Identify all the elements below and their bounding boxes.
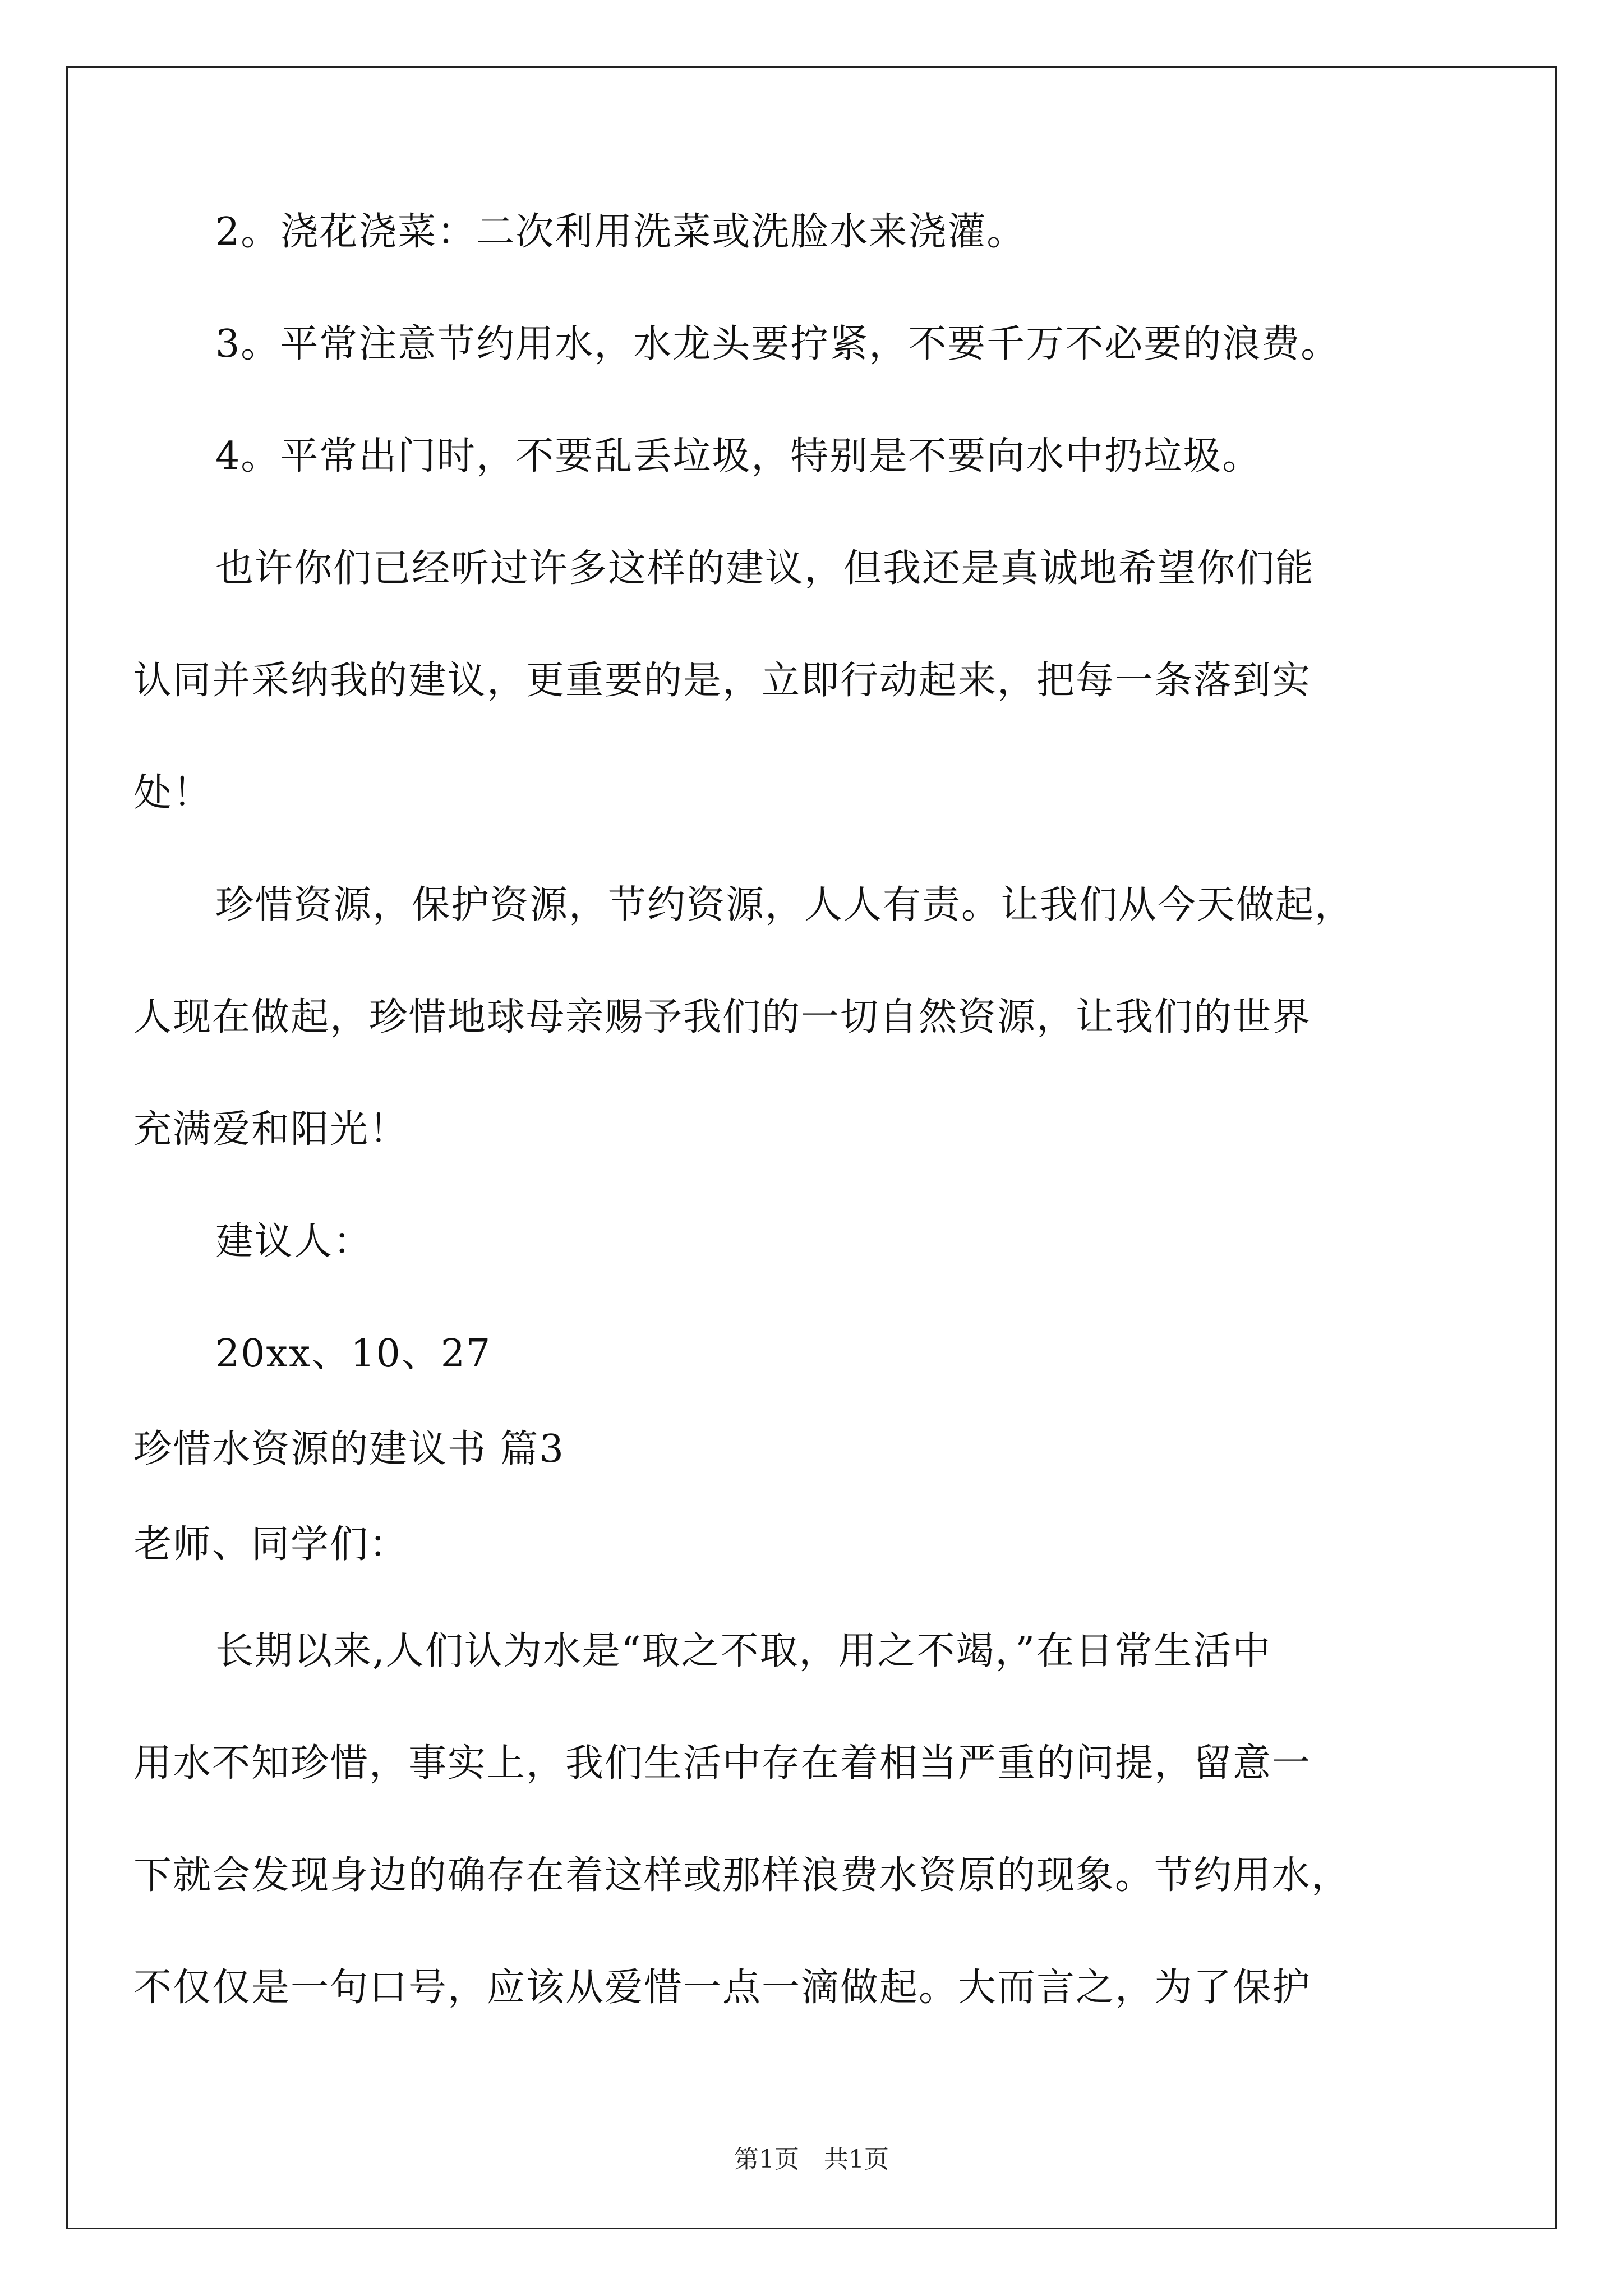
paragraph-line: 珍惜资源，保护资源，节约资源，人人有责。让我们从今天做起， — [215, 883, 1354, 927]
paragraph-line: 人现在做起，珍惜地球母亲赐予我们的一切自然资源，让我们的世界 — [133, 995, 1312, 1039]
signature-label: 建议人： — [215, 1220, 373, 1264]
page-number: 第1页 共1页 — [734, 2145, 889, 2174]
paragraph-line: 2。浇花浇菜：二次利用洗菜或洗脸水来浇灌。 — [215, 210, 1026, 254]
paragraph-line: 长期以来,人们认为水是“取之不取，用之不竭，”在日常生活中 — [215, 1629, 1272, 1673]
paragraph-line: 也许你们已经听过许多这样的建议，但我还是真诚地希望你们能 — [215, 546, 1315, 591]
paragraph-line: 充满爱和阳光！ — [133, 1107, 409, 1152]
paragraph-line: 3。平常注意节约用水，水龙头要拧紧，不要千万不必要的浪费。 — [215, 322, 1340, 366]
paragraph-line: 4。平常出门时，不要乱丢垃圾，特别是不要向水中扔垃圾。 — [215, 434, 1262, 478]
salutation: 老师、同学们： — [133, 1522, 409, 1567]
date-line: 20xx、10、27 — [215, 1332, 492, 1376]
paragraph-line: 处！ — [133, 771, 213, 815]
paragraph-line: 认同并采纳我的建议，更重要的是，立即行动起来，把每一条落到实 — [133, 659, 1312, 703]
paragraph-line: 不仅仅是一句口号，应该从爱惜一点一滴做起。大而言之，为了保护 — [133, 1966, 1312, 2010]
section-heading: 珍惜水资源的建议书 篇3 — [133, 1427, 565, 1471]
paragraph-line: 用水不知珍惜，事实上，我们生活中存在着相当严重的问提，留意一 — [133, 1741, 1312, 1786]
paragraph-line: 下就会发现身边的确存在着这样或那样浪费水资原的现象。节约用水， — [133, 1853, 1351, 1898]
